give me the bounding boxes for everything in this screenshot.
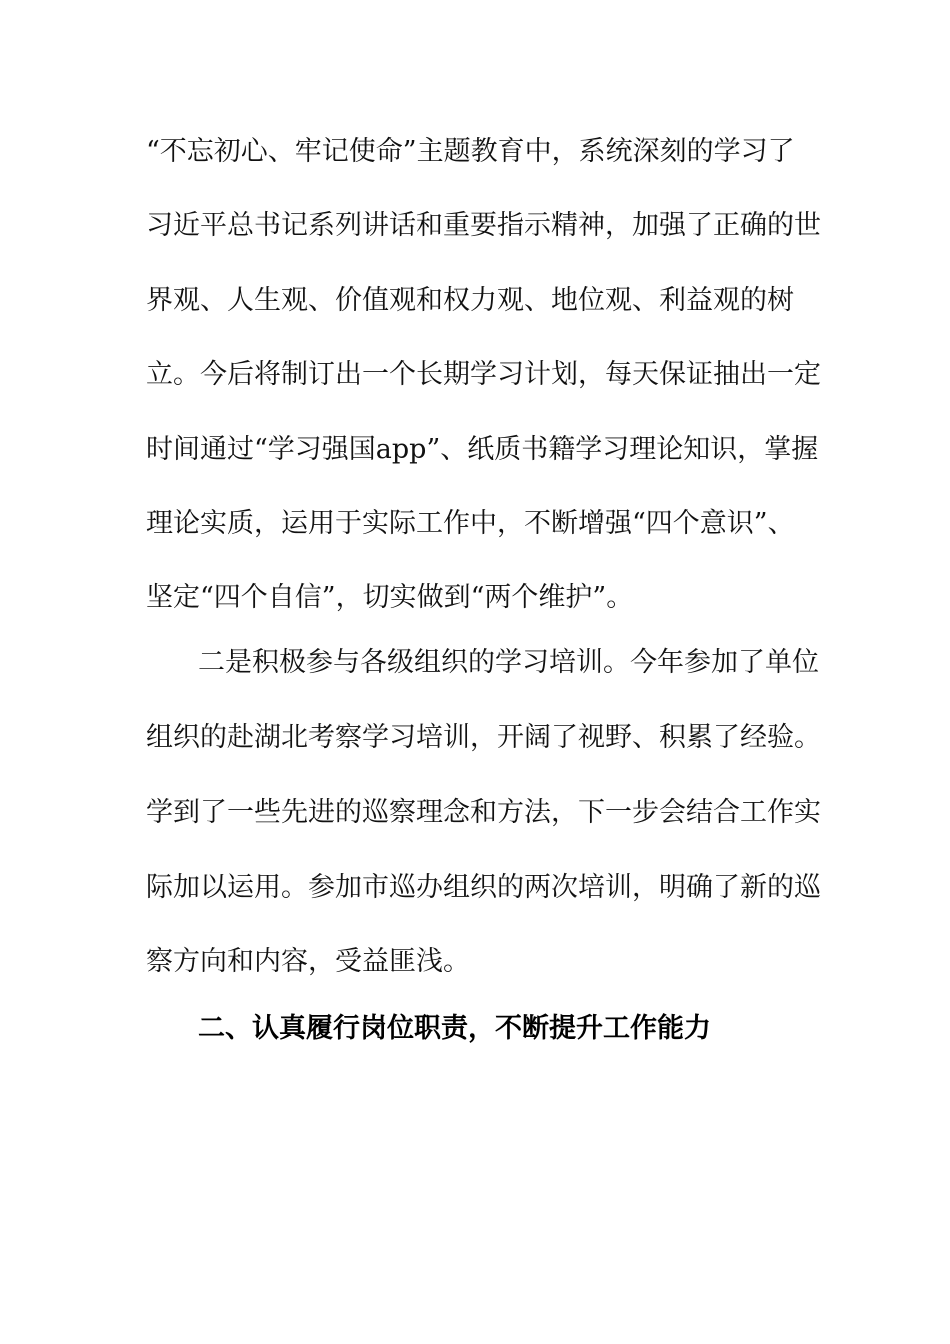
paragraph-2-line-3: 学到了一些先进的巡察理念和方法，下一步会结合工作实 [146,797,821,828]
paragraph-2-line-2: 组织的赴湖北考察学习培训，开阔了视野、积累了经验。 [146,722,821,753]
paragraph-2-line-1: 二是积极参与各级组织的学习培训。今年参加了单位 [198,647,819,678]
paragraph-2-line-4: 际加以运用。参加市巡办组织的两次培训，明确了新的巡 [146,872,821,903]
paragraph-1-line-4: 立。今后将制订出一个长期学习计划，每天保证抽出一定 [146,359,821,390]
paragraph-2-line-5: 察方向和内容，受益匪浅。 [146,946,470,977]
paragraph-1-line-6: 理论实质，运用于实际工作中，不断增强“四个意识”、 [146,508,795,539]
paragraph-1-line-3: 界观、人生观、价值观和权力观、地位观、利益观的树 [146,285,794,316]
paragraph-1-line-2: 习近平总书记系列讲话和重要指示精神，加强了正确的世 [146,210,821,241]
section-heading: 二、认真履行岗位职责，不断提升工作能力 [198,1013,711,1044]
paragraph-1-line-5: 时间通过“学习强国app”、纸质书籍学习理论知识，掌握 [146,434,819,465]
paragraph-1-line-1: “不忘初心、牢记使命”主题教育中，系统深刻的学习了 [146,136,795,167]
paragraph-1-line-7: 坚定“四个自信”，切实做到“两个维护”。 [146,582,634,613]
